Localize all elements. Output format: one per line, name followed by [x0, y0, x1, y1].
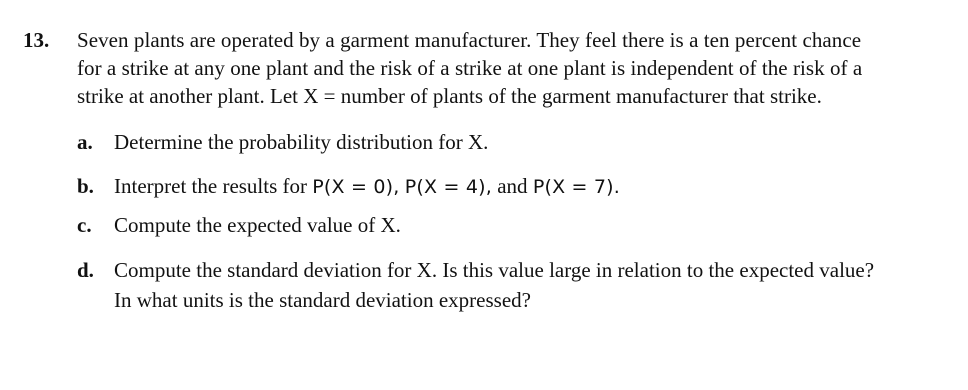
part-a-text: Determine the probability distribution for X. [114, 130, 489, 154]
part-b-letter: b. [77, 174, 94, 198]
stem-line-2: for a strike at any one plant and the risk of a strike at one plant is independent of the risk of a [77, 56, 863, 80]
part-d-line-2: In what units is the standard deviation expressed? [114, 288, 531, 312]
part-c-text: Compute the expected value of X. [114, 213, 401, 237]
part-c-letter: c. [77, 213, 92, 237]
question-number: 13. [23, 28, 50, 52]
stem-line-1: Seven plants are operated by a garment manufacturer. They feel there is a ten percent chance [77, 28, 862, 52]
part-b-joiner: and [497, 174, 528, 198]
part-a-letter: a. [77, 130, 93, 154]
question-stem [77, 29, 947, 113]
part-b-expr-1: P(X = 0), [312, 176, 400, 198]
part-b-expr-3: P(X = 7). [532, 176, 621, 198]
stem-line-3: strike at another plant. Let X = number of plants of the garment manufacturer that strike. [77, 84, 822, 108]
part-b-prefix: Interpret the results for [114, 174, 313, 198]
part-d-letter: d. [77, 258, 94, 282]
part-b-expr-2: P(X = 4), [404, 176, 492, 198]
part-d-line-1: Compute the standard deviation for X. Is this value large in relation to the expected value? [114, 258, 875, 282]
part-b-text [114, 175, 620, 198]
